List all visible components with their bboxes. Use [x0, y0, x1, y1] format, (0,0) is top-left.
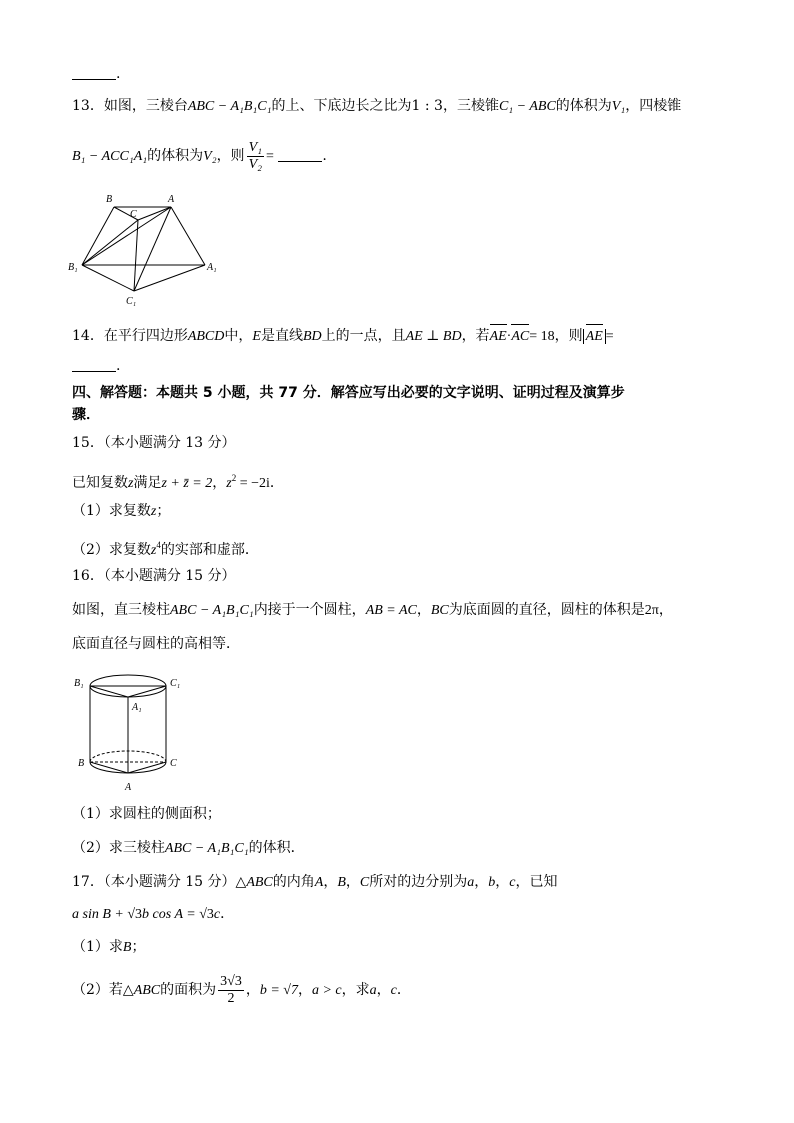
label-C1: C₁ [170, 678, 181, 689]
q16-stem-line2: 底面直径与圆柱的高相等． [72, 636, 240, 652]
label-B1: B₁ [68, 262, 78, 273]
frustum-figure [66, 190, 226, 310]
vector-AC: AC [511, 327, 529, 347]
q13-line1: 13．如图，三棱台ABC − A₁B₁C₁的上、下底边长之比为1 : 3，三棱锥C₁ − ABC的体积为V₁，四棱锥 [72, 98, 682, 114]
label-A1: A₁ [207, 262, 217, 273]
top-answer-line: . [72, 64, 120, 84]
q14-line2: . [72, 356, 120, 376]
vector-AE: AE [490, 327, 507, 347]
label-C1: C₁ [126, 296, 137, 307]
section4-heading: 四、解答题：本题共 5 小题，共 77 分．解答应写出必要的文字说明、证明过程及演算步 [72, 385, 625, 401]
q16-part1: （1）求圆柱的侧面积； [72, 806, 221, 822]
label-C: C [170, 758, 177, 769]
label-B1: B₁ [74, 678, 84, 689]
q15-header: 15．（本小题满分 13 分） [72, 435, 236, 451]
answer-blank [72, 357, 116, 372]
label-A: A [125, 782, 132, 793]
answer-blank [72, 65, 116, 80]
q17-part1: （1）求B； [72, 939, 146, 955]
edge-AA1 [171, 207, 205, 265]
q13-number: 13． [72, 98, 104, 114]
q17-equation: a sin B + √3b cos A = √3c． [72, 906, 235, 922]
q15-part1: （1）求复数z； [72, 503, 171, 519]
edge-B1C1 [82, 265, 134, 291]
answer-blank [278, 147, 322, 162]
section4-heading-cont: 骤． [72, 407, 100, 423]
label-A: A [168, 194, 175, 205]
vector-AE-magnitude: AE [583, 329, 606, 344]
q15-part2: （2）求复数$z^4$的实部和虚部． [72, 540, 259, 558]
area-fraction: $\frac{3√3}{2}$ [220, 973, 242, 1006]
ratio-fraction: $\frac{\text{V₁}}{\text{V₂}}$ [248, 139, 262, 172]
q17-line1: 17．（本小题满分 15 分）△ABC的内角A，B，C所对的边分别为a，b，c，已知 [72, 874, 558, 890]
q14-line1: 14．在平行四边形ABCD中，E是直线BD上的一点，且AE ⊥ BD，若AE·AC= 18，则 AE = [72, 326, 614, 347]
edge-B1C [82, 220, 138, 265]
q16-part2: （2）求三棱柱ABC − A₁B₁C₁的体积． [72, 840, 305, 856]
label-A1: A₁ [132, 702, 142, 713]
q16-stem-line1: 如图，直三棱柱ABC − A₁B₁C₁内接于一个圆柱，AB = AC，BC为底面圆的直径，圆柱的体积是2π， [72, 602, 673, 618]
q14-number: 14． [72, 328, 104, 344]
label-C: C [130, 209, 137, 220]
cylinder-figure [72, 666, 198, 794]
q15-stem: 已知复数z满足z + z̄ = 2，$z^2 = -2i$． [72, 473, 284, 491]
label-B: B [106, 194, 113, 205]
q13-line2: B₁ − ACC₁A₁的体积为V₂，则 $\frac{\text{V₁}}{\text{V₂}}$ = . [72, 139, 327, 172]
q16-header: 16．（本小题满分 15 分） [72, 568, 236, 584]
edge-C1A1 [134, 265, 205, 291]
edge-BB1 [82, 207, 114, 265]
label-B: B [78, 758, 85, 769]
q17-part2: （2）若△ABC的面积为 $\frac{3√3}{2}$ ，b = √7，a > c，求a，c． [72, 973, 411, 1006]
edge-B1A [82, 207, 171, 265]
